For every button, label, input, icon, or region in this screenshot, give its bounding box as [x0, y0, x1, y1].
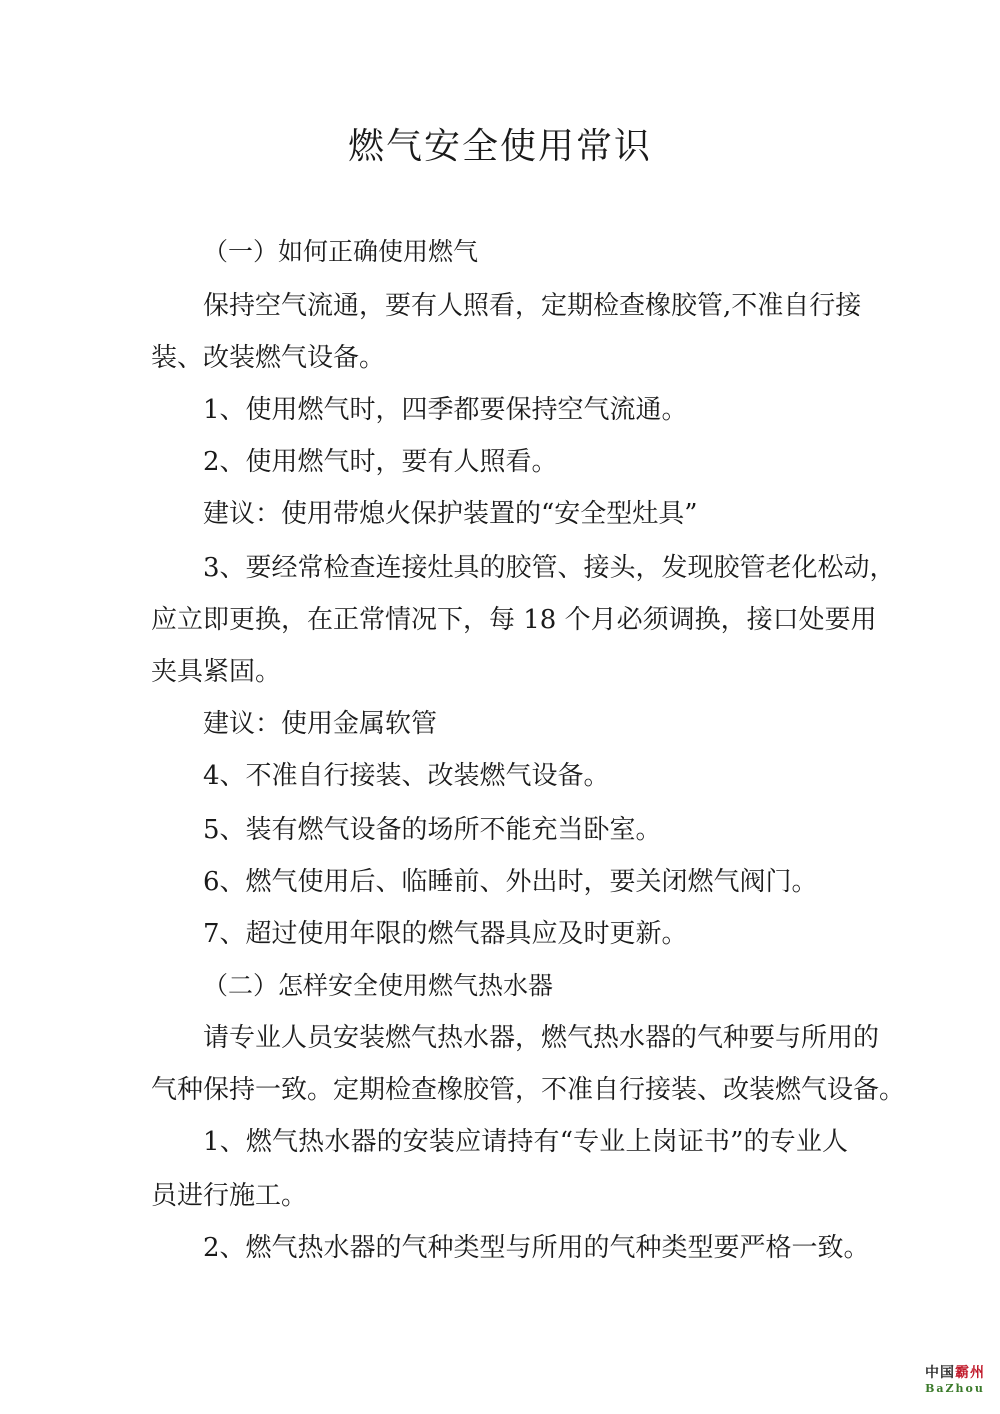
- section1-intro-line2: 装、改装燃气设备。: [151, 343, 386, 373]
- section2-item1-line2: 员进行施工。: [151, 1181, 308, 1211]
- section1-intro-line1: 保持空气流通，要有人照看，定期检查橡胶管,不准自行接: [203, 291, 862, 321]
- watermark-cn-part2: 霸州: [955, 1365, 985, 1381]
- section1-suggestion2: 建议：使用金属软管: [203, 709, 438, 739]
- watermark-cn-text: [920, 1364, 990, 1382]
- watermark-cn-part1: 中国: [925, 1365, 955, 1381]
- section1-item3-line3: 夹具紧固。: [151, 657, 282, 687]
- section1-item5: 5、装有燃气设备的场所不能充当卧室。: [203, 815, 662, 845]
- section2-item1-line1: 1、燃气热水器的安装应请持有“专业上岗证书”的专业人: [203, 1127, 848, 1157]
- section2-item2: 2、燃气热水器的气种类型与所用的气种类型要严格一致。: [203, 1233, 870, 1263]
- section1-item2: 2、使用燃气时，要有人照看。: [203, 447, 558, 477]
- section1-heading: （一）如何正确使用燃气: [203, 237, 479, 266]
- watermark-en-text: BaZhou: [925, 1382, 985, 1395]
- section2-intro-line2: 气种保持一致。定期检查橡胶管，不准自行接装、改装燃气设备。: [151, 1075, 906, 1105]
- section1-item3-line2: 应立即更换，在正常情况下，每 18 个月必须调换，接口处要用: [151, 605, 877, 635]
- section2-heading: （二）怎样安全使用燃气热水器: [203, 971, 554, 1000]
- section1-item6: 6、燃气使用后、临睡前、外出时，要关闭燃气阀门。: [203, 867, 818, 897]
- section1-item7: 7、超过使用年限的燃气器具应及时更新。: [203, 919, 688, 949]
- section1-suggestion1: 建议：使用带熄火保护装置的“安全型灶具”: [203, 499, 698, 529]
- section2-intro-line1: 请专业人员安装燃气热水器，燃气热水器的气种要与所用的: [203, 1023, 880, 1053]
- section1-item1: 1、使用燃气时，四季都要保持空气流通。: [203, 395, 688, 425]
- document-title: 燃气安全使用常识: [347, 126, 652, 167]
- section1-item4: 4、不准自行接装、改装燃气设备。: [203, 761, 610, 791]
- section1-item3-line1: 3、要经常检查连接灶具的胶管、接头，发现胶管老化松动，: [203, 553, 896, 583]
- site-watermark-logo: [920, 1364, 990, 1404]
